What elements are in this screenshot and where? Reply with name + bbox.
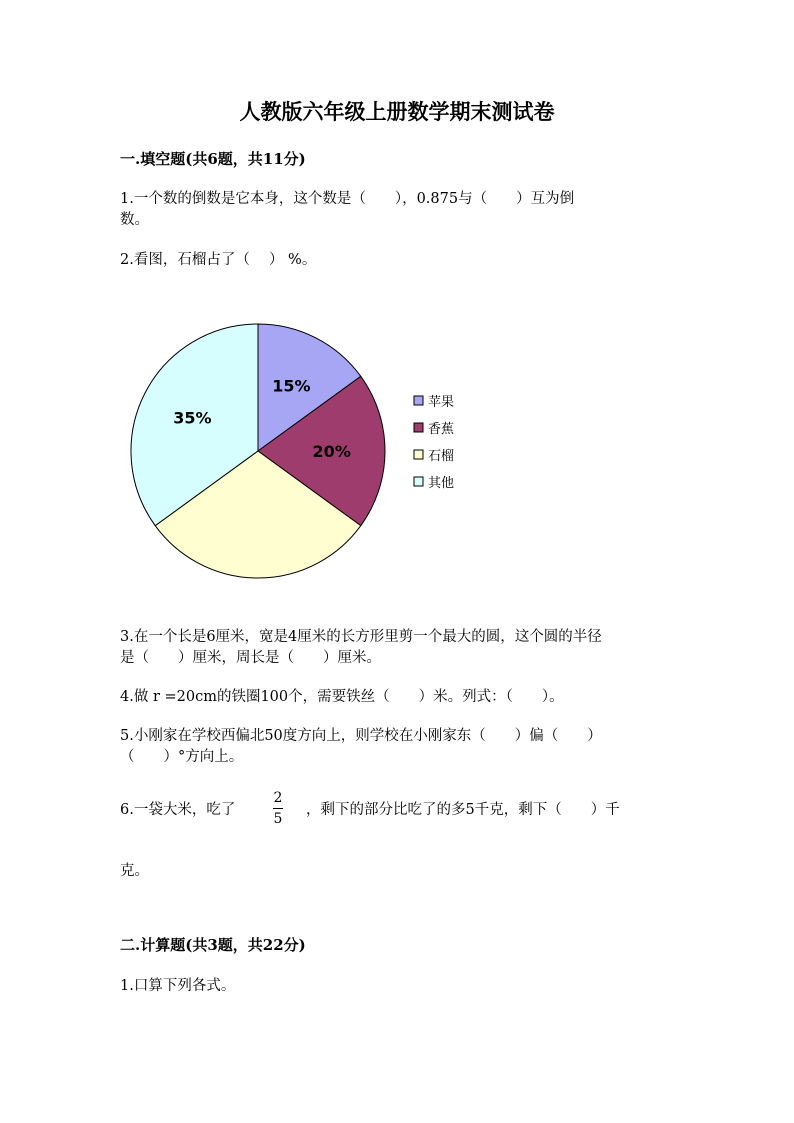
pie-data-label-1: 20%: [312, 442, 351, 461]
question-2: 2.看图，石榴占了（ ） %。: [120, 252, 317, 268]
question-6-part-1: 6.一袋大米，吃了: [120, 802, 236, 818]
question-3-line-1: 3.在一个长是6厘米，宽是4厘米的长方形里剪一个最大的圆，这个圆的半径: [120, 629, 602, 645]
question-1-line-1: 1.一个数的倒数是它本身，这个数是（ ），0.875与（ ）互为倒: [120, 191, 575, 207]
fraction-denominator: 5: [273, 811, 283, 827]
legend-swatch-0: [414, 396, 423, 405]
fraction-numerator: 2: [273, 790, 283, 806]
pie-data-label-0: 15%: [272, 376, 311, 396]
pie-legend: [414, 395, 454, 491]
question-4: 4.做 r =20cm的铁圈100个，需要铁丝（ ）米。列式：（ ）。: [120, 689, 564, 705]
legend-label-3: 其他: [428, 476, 455, 491]
legend-label-0: 苹果: [428, 395, 455, 410]
legend-label-2: 石榴: [428, 449, 455, 464]
question-5-line-1: 5.小刚家在学校西偏北50度方向上，则学校在小刚家东（ ）偏（ ）: [120, 728, 602, 744]
pie-data-label-3: 35%: [173, 408, 212, 428]
question-3-line-2: 是（ ）厘米，周长是（ ）厘米。: [120, 650, 381, 666]
legend-swatch-2: [414, 450, 423, 459]
fraction-bar: [273, 808, 283, 809]
document-title: 人教版六年级上册数学期末测试卷: [239, 99, 555, 124]
section-heading-fill-blank: 一.填空题(共6题，共11分): [120, 150, 306, 168]
section-heading-calculation: 二.计算题(共3题，共22分): [120, 936, 306, 954]
legend-swatch-3: [414, 477, 423, 486]
legend-swatch-1: [414, 423, 423, 432]
question-1-line-2: 数。: [120, 212, 149, 228]
calc-question-1: 1.口算下列各式。: [120, 978, 236, 994]
question-6-line-2: 克。: [120, 863, 149, 879]
fraction-two-fifths: [268, 790, 288, 827]
legend-label-1: 香蕉: [428, 422, 455, 437]
question-5-line-2: （ ）°方向上。: [120, 749, 244, 765]
question-6-part-2: ，剩下的部分比吃了的多5千克，剩下（ ）千: [306, 802, 620, 818]
